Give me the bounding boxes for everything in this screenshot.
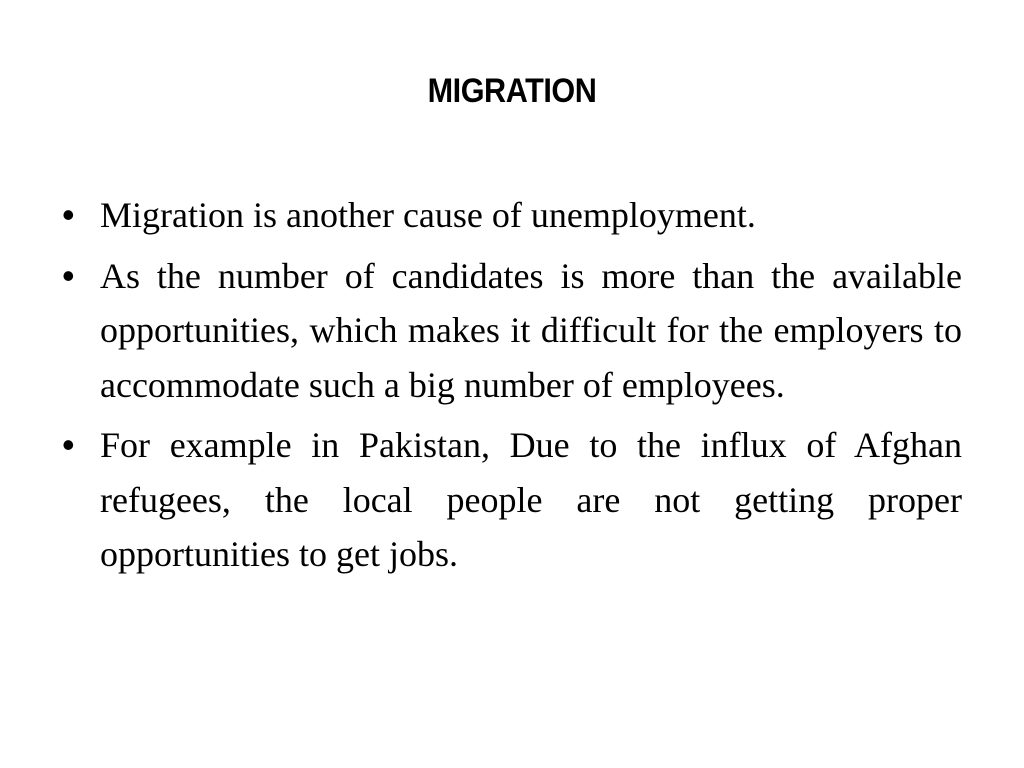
bullet-item [56,249,962,413]
bullet-text: As the number of candidates is more than the available opportunities, which makes it difficult for the employers to accommodate such a big number of employees. [100,255,962,405]
bullet-icon: • [62,254,75,296]
bullet-icon: • [62,194,75,235]
bullet-text: Migration is another cause of unemployment. [100,195,756,235]
bullet-list [56,188,962,588]
bullet-item [56,418,962,582]
slide-title: MIGRATION [427,72,597,110]
bullet-icon: • [62,424,75,465]
bullet-text: For example in Pakistan, Due to the influx of Afghan refugees, the local people are not getting proper opportunities to get jobs. [100,425,962,574]
bullet-item [56,188,962,243]
